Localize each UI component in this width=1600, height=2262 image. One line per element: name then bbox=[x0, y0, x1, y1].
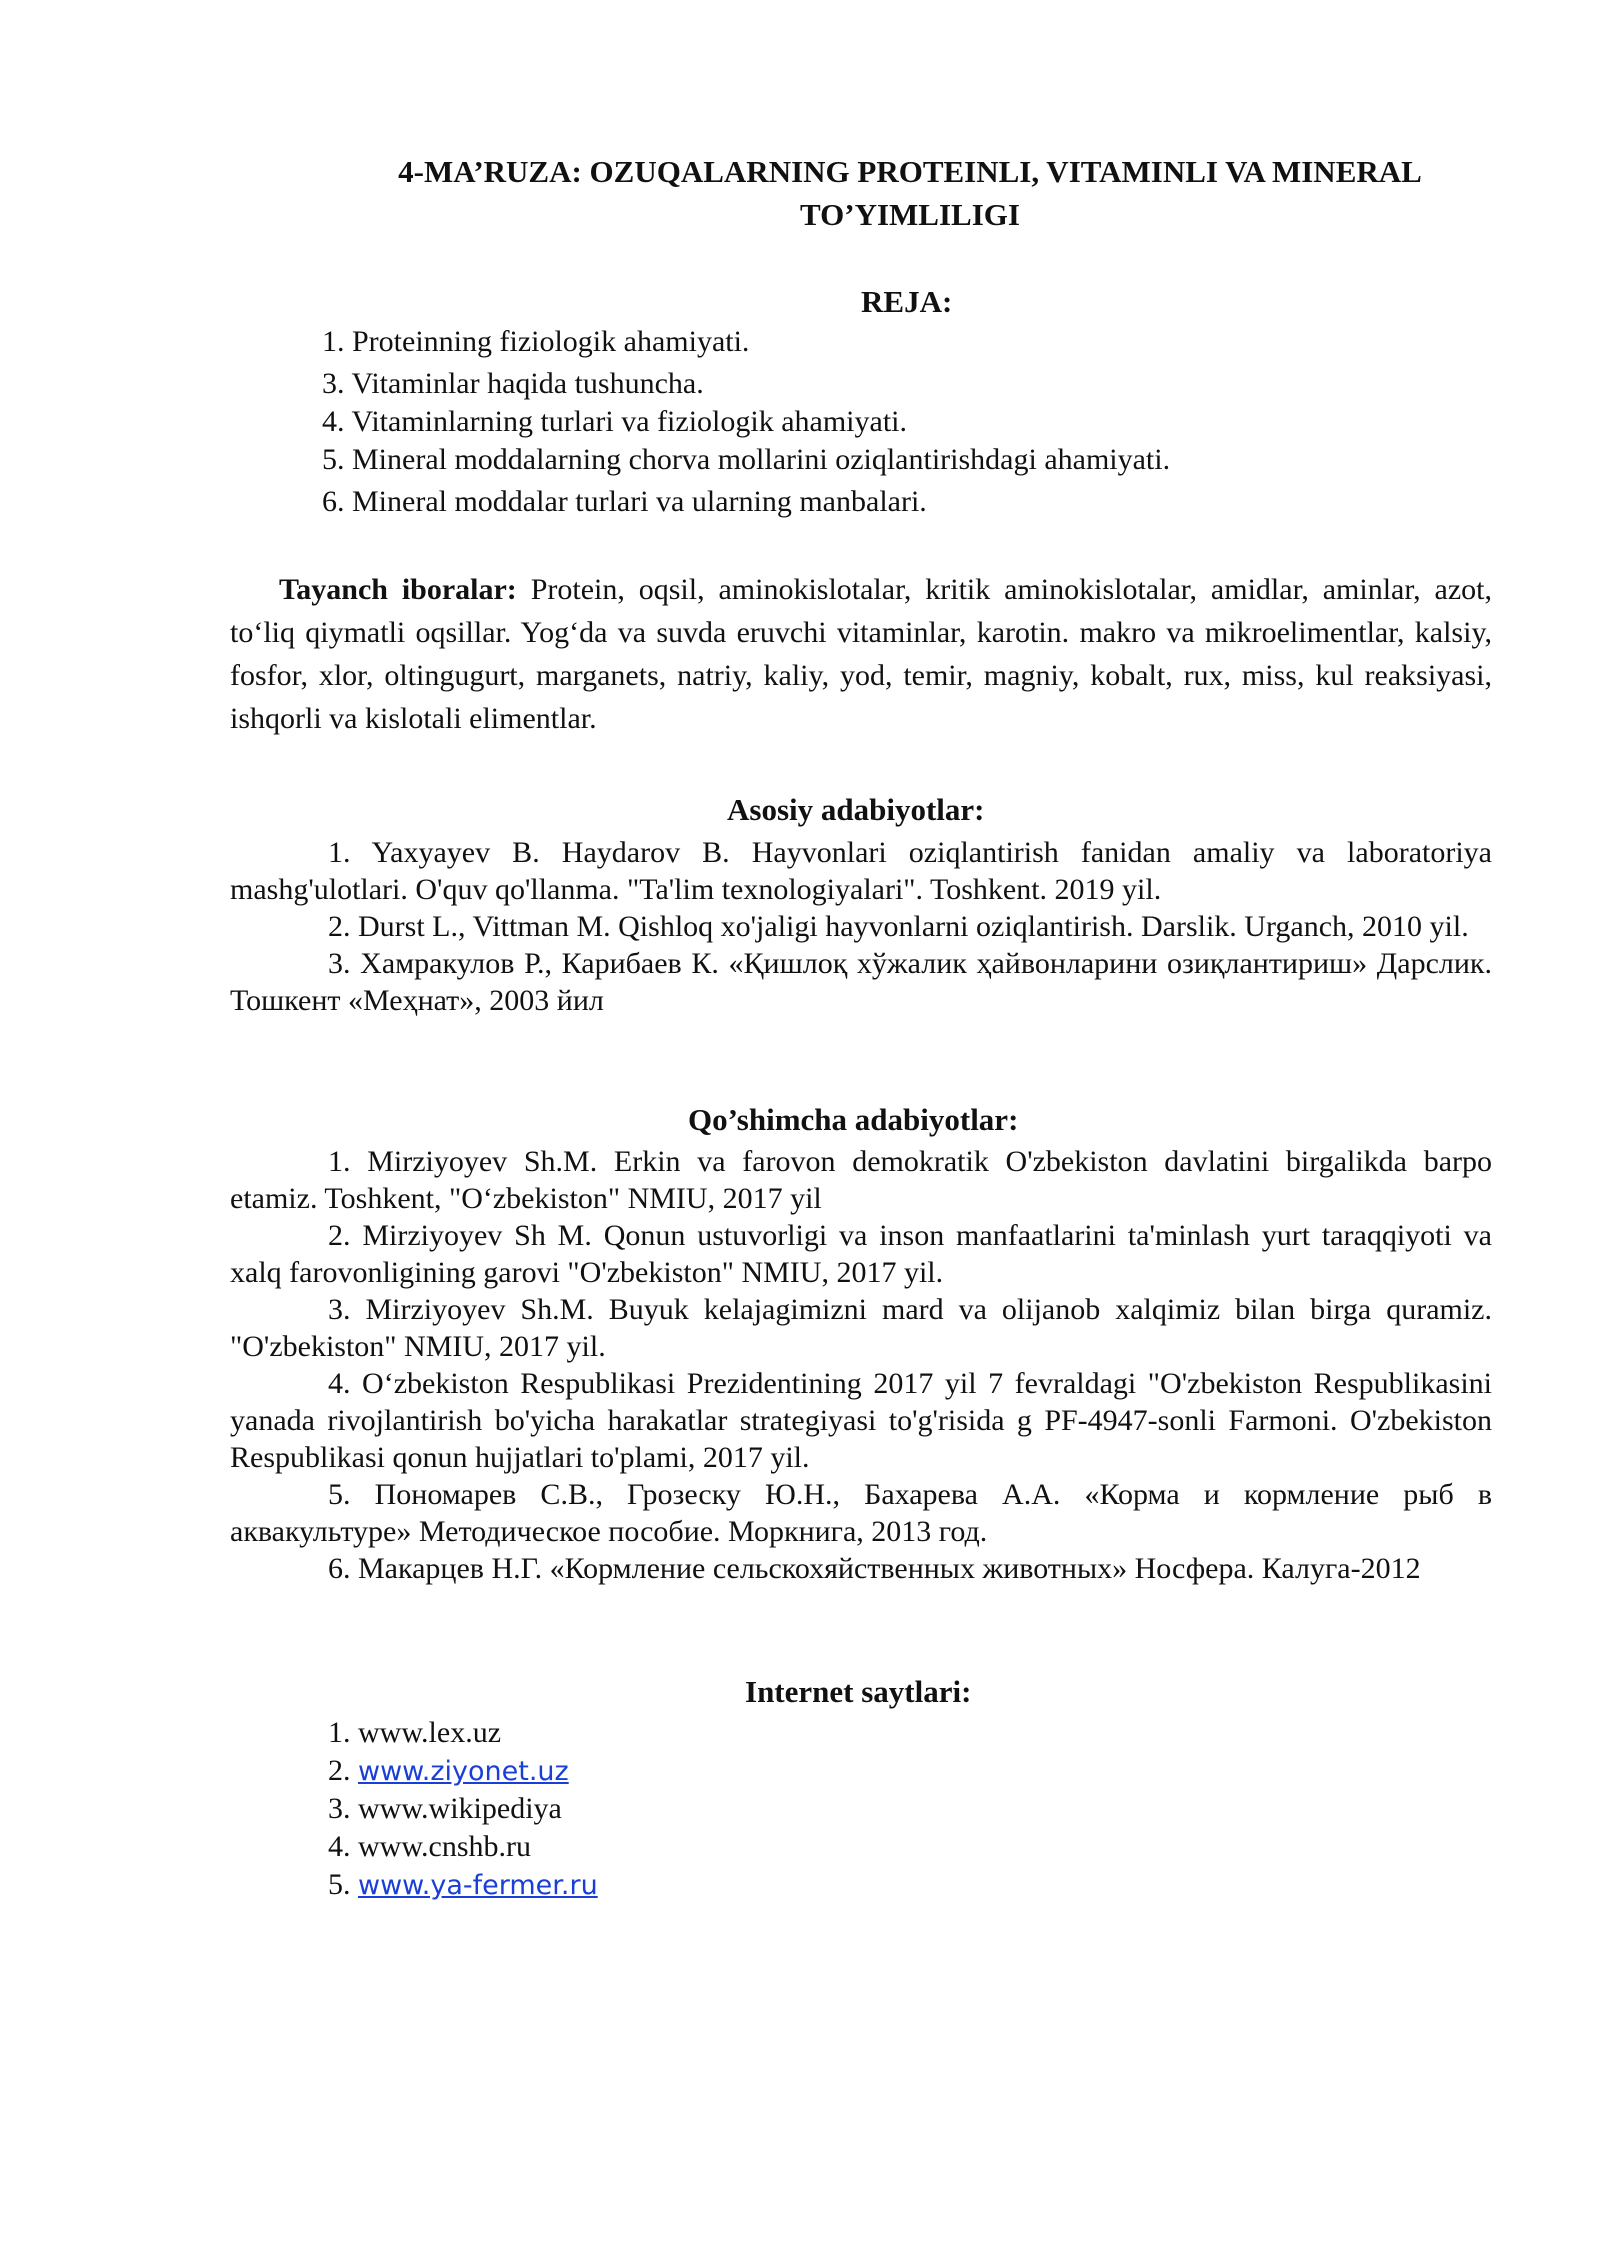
page-title: 4-MA’RUZA: OZUQALARNING PROTEINLI, VITAMINLI VA MINERAL TO’YIMLILIGI bbox=[398, 154, 1422, 232]
site-link[interactable]: www.ziyonet.uz bbox=[358, 1756, 569, 1787]
site-text: www.lex.uz bbox=[358, 1716, 502, 1749]
site-text: www.wikipediya bbox=[358, 1792, 562, 1825]
main-literature-heading: Asosiy adabiyotlar: bbox=[727, 792, 985, 827]
plan-item: 4. Vitaminlarning turlari va fiziologik ahamiyati. bbox=[322, 405, 907, 438]
keywords-paragraph bbox=[230, 568, 1492, 740]
main-literature-list bbox=[230, 834, 1492, 1019]
site-number: 1. bbox=[328, 1716, 351, 1749]
additional-literature-heading: Qo’shimcha adabiyotlar: bbox=[688, 1102, 1019, 1137]
reference-item: 2. Mirziyoyev Sh M. Qonun ustuvorligi va inson manfaatlarini ta'minlash yurt taraqqiyoti va xalq farovonligining garovi "O'zbekiston" NMIU, 2017 yil. bbox=[230, 1219, 1492, 1289]
site-item bbox=[328, 1752, 569, 1791]
reference-item: 1. Mirziyoyev Sh.M. Erkin va farovon demokratik O'zbekiston davlatini birgalikda barpo etamiz. Toshkent, "O‘zbekiston" NMIU, 2017 yil bbox=[230, 1145, 1492, 1215]
site-item bbox=[328, 1790, 562, 1828]
plan-item: 5. Mineral moddalarning chorva mollarini oziqlantirishdagi ahamiyati. bbox=[322, 443, 1171, 476]
reference-item: 4. O‘zbekiston Respublikasi Prezidentining 2017 yil 7 fevraldagi "O'zbekiston Respublikasini yanada rivojlantirish bo'yicha harakatlar strategiyasi to'g'risida g PF-4947-sonli Farmoni. O'zbekiston Respublikasi qonun hujjatlari to'plami, 2017 yil. bbox=[230, 1367, 1492, 1474]
reference-item: 3. Mirziyoyev Sh.M. Buyuk kelajagimizni mard va olijanob xalqimiz bilan birga quramiz. "O'zbekiston" NMIU, 2017 yil. bbox=[230, 1293, 1492, 1363]
site-number: 2. bbox=[328, 1754, 351, 1787]
site-item bbox=[328, 1866, 598, 1905]
keywords-text: Protein, oqsil, aminokislotalar, kritik aminokislotalar, amidlar, aminlar, azot, to‘liq qiymatli oqsillar. Yog‘da va suvda eruvchi vitaminlar, karotin. makro va mikroelimentlar, kalsiy, fosfor, xlor, oltingugurt, marganets, natriy, kaliy, yod, temir, magniy, kobalt, rux, miss, kul reaksiyasi, ishqorli va kislotali elimentlar. bbox=[230, 573, 1493, 735]
site-item bbox=[328, 1714, 501, 1752]
reference-item: 3. Хамракулов Р., Карибаев К. «Қишлоқ хўжалик ҳайвонларини озиқлантириш» Дарслик. Тошкент «Меҳнат», 2003 йил bbox=[230, 947, 1492, 1017]
site-number: 3. bbox=[328, 1792, 351, 1825]
plan-item: 3. Vitaminlar haqida tushuncha. bbox=[322, 367, 704, 400]
site-number: 5. bbox=[328, 1868, 351, 1901]
additional-literature-list bbox=[230, 1143, 1492, 1587]
reference-item: 2. Durst L., Vittman M. Qishloq xo'jaligi hayvonlarni oziqlantirish. Darslik. Urganch, 2010 yil. bbox=[328, 910, 1469, 943]
plan-item: 6. Mineral moddalar turlari va ularning manbalari. bbox=[322, 485, 927, 518]
reference-item: 1. Yaxyayev B. Haydarov B. Hayvonlari oziqlantirish fanidan amaliy va laboratoriya mashg'ulotlari. O'quv qo'llanma. "Ta'lim texnologiyalari". Toshkent. 2019 yil. bbox=[230, 836, 1492, 906]
site-link[interactable]: www.ya-fermer.ru bbox=[358, 1870, 598, 1901]
keywords-label: Tayanch iboralar: bbox=[279, 573, 517, 606]
internet-sites-heading: Internet saytlari: bbox=[745, 1674, 972, 1709]
plan-heading: REJA: bbox=[861, 284, 953, 319]
reference-item: 6. Макарцев Н.Г. «Кормление сельскохяйственных животных» Носфера. Калуга-2012 bbox=[328, 1552, 1421, 1585]
site-number: 4. bbox=[328, 1830, 351, 1863]
site-text: www.cnshb.ru bbox=[358, 1830, 532, 1863]
reference-item: 5. Пономарев С.В., Грозеску Ю.Н., Бахарева А.А. «Корма и кормление рыб в аквакультуре» Методическое пособие. Моркнига, 2013 год. bbox=[230, 1478, 1492, 1548]
plan-item: 1. Proteinning fiziologik ahamiyati. bbox=[322, 325, 750, 358]
site-item bbox=[328, 1828, 531, 1866]
